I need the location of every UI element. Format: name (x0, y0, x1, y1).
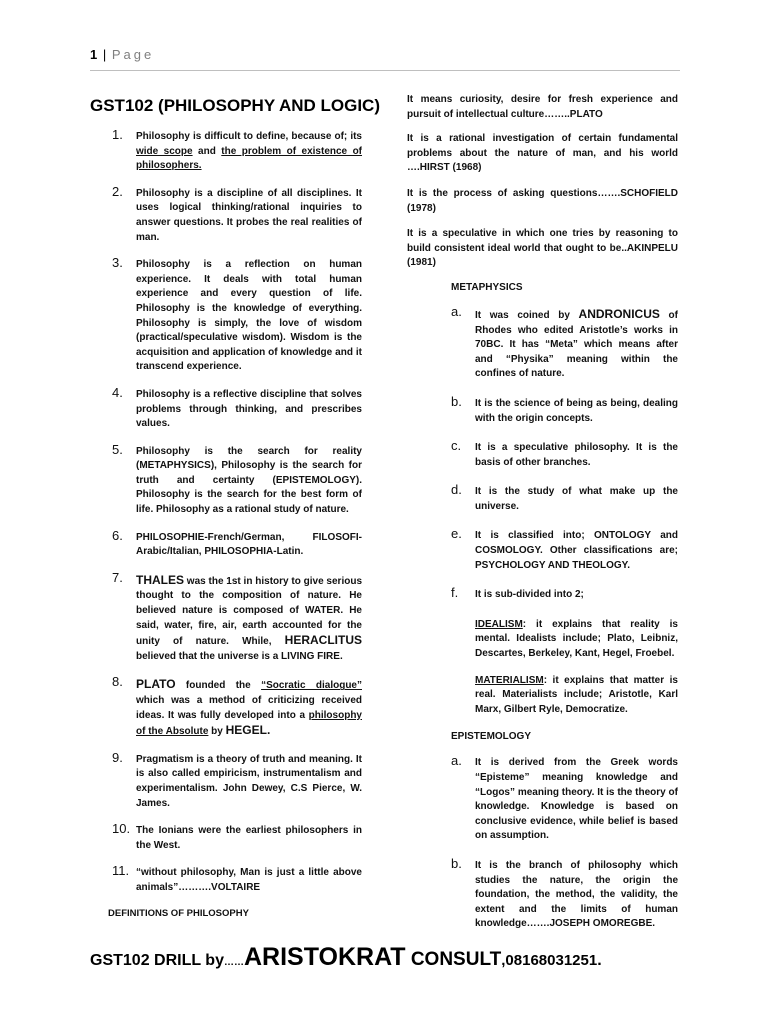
item-text: Philosophy is a reflection on human experience. It deals with total human experience and every question of life. Philosophy is the knowledge of everything. Philosophy is simply, the love of wisdom (practical/speculative wisdom). Wisdom is the acquisition and application of knowledge and it transcend experience. (136, 259, 362, 373)
definition-paragraph: It is the process of asking questions…….SCHOFIELD (1978) (407, 187, 678, 214)
item-number: 1. (112, 127, 123, 142)
list-item (100, 749, 362, 811)
item-number: 3. (112, 255, 123, 271)
epistemology-heading: EPISTEMOLOGY (451, 731, 532, 743)
item-letter: a. (451, 303, 462, 319)
item-letter: a. (451, 753, 462, 769)
definition-paragraph: It is a rational investigation of certain fundamental problems about the nature of man, and his world ….HIRST (1968) (407, 133, 678, 174)
list-item (100, 863, 362, 895)
page-header (90, 47, 154, 62)
item-text: Pragmatism is a theory of truth and meaning. It is also called empiricism, instrumentalism and experimentalism. John Dewey, C.S Pierce, W. James. (136, 753, 362, 809)
item-number: 8. (112, 674, 123, 690)
footer-phone: ,08168031251 (501, 952, 598, 969)
item-letter: c. (451, 438, 462, 454)
list-item (100, 255, 362, 375)
item-text: THALES was the 1st in history to give serious thought to the composition of nature. He believed nature is composed of WATER. He said, water, fire, air, earth accounted for the unity of nature. While, HERACLITUS believed that the universe is a LIVING FIRE. (136, 572, 362, 662)
left-column (100, 127, 363, 909)
footer-period: . (597, 952, 602, 969)
subdivision-paragraph: MATERIALISM: it explains that matter is real. Materialists include; Aristotle, Karl Marx, Gilbert Ryle, Democratize. (475, 674, 678, 715)
item-number: 6. (112, 527, 123, 543)
item-text: Philosophy is difficult to define, because of; its wide scope and the problem of existence of philosophers. (136, 131, 363, 172)
list-item (100, 674, 362, 739)
item-text: Philosophy is a reflective discipline that solves problems through thinking, and prescribes values. (136, 388, 362, 430)
item-text: Philosophy is the search for reality (METAPHYSICS), Philosophy is the search for truth and certainty (EPISTEMOLOGY). Philosophy is the search for the best form of life. Philosophy as a rational study of nature. (136, 445, 362, 516)
metaphysics-heading: METAPHYSICS (451, 281, 523, 293)
item-text: Philosophy is a discipline of all disciplines. It uses logical thinking/rational inquiries to answer questions. It probes the real realities of man. (136, 187, 362, 243)
subdivision-paragraph: IDEALISM: it explains that reality is mental. Idealists include; Plato, Leibniz, Descartes, Berkeley, Kant, Hegel, Froebel. (475, 618, 678, 660)
item-text: It is the branch of philosophy which studies the nature, the origin the foundation, the method, the validity, the extent and the limits of human knowledge…….JOSEPH OMOREGBE. (475, 859, 678, 930)
list-item (407, 585, 678, 603)
page-label: Page (111, 47, 155, 62)
item-number: 10. (112, 821, 131, 837)
item-text: It is the science of being as being, dealing with the origin concepts. (475, 397, 678, 424)
list-item (100, 384, 362, 432)
list-item (407, 438, 678, 470)
list-item (407, 393, 678, 426)
footer-drill-text: GST102 DRILL by (90, 952, 224, 969)
footer-brand: ARISTOKRAT (243, 943, 406, 971)
item-text: It is the study of what make up the universe. (475, 486, 678, 512)
list-item (407, 482, 678, 514)
list-item (407, 753, 678, 844)
item-text: PLATO founded the “Socratic dialogue” which was a method of criticizing received ideas. It was fully developed into a philosophy of the Absolute by HEGEL. (136, 677, 362, 738)
list-item (407, 855, 678, 932)
list-item (100, 569, 362, 665)
page-separator: | (102, 47, 107, 62)
item-text: “without philosophy, Man is just a little above animals”……….VOLTAIRE (136, 867, 362, 893)
definitions-list (407, 93, 678, 271)
list-item (100, 527, 362, 560)
item-letter: d. (451, 482, 462, 498)
metaphysics-list (407, 303, 678, 603)
item-text: It is sub-divided into 2; (475, 589, 584, 601)
metaphysics-subdivisions (407, 618, 678, 718)
right-column (407, 93, 678, 947)
list-item (407, 303, 678, 382)
footer (90, 943, 602, 972)
item-text: It is derived from the Greek words “Episteme” meaning knowledge and “Logos” meaning theory. It is the theory of knowledge. Knowledge is based on conclusive evidence, while belief is based on assumption. (475, 757, 678, 842)
definition-paragraph: It means curiosity, desire for fresh experience and pursuit of intellectual culture……..PLATO (407, 94, 678, 120)
item-letter: f. (451, 585, 459, 601)
item-number: 11. (112, 863, 130, 879)
footer-dots: …… (223, 957, 244, 968)
item-letter: b. (451, 855, 462, 871)
header-rule (90, 70, 680, 71)
item-text: It was coined by ANDRONICUS of Rhodes who edited Aristotle’s works in 70BC. It has “Meta” which means after and “Physika” meaning within the confines of nature. (475, 306, 678, 380)
item-text: It is a speculative philosophy. It is the basis of other branches. (475, 442, 678, 468)
list-item (100, 127, 363, 174)
page-number: 1 (90, 47, 98, 62)
item-number: 7. (112, 569, 123, 585)
epistemology-list (407, 753, 678, 932)
list-item (100, 183, 362, 245)
item-text: PHILOSOPHIE-French/German, FILOSOFI-Arabic/Italian, PHILOSOPHIA-Latin. (136, 531, 362, 558)
list-item (100, 821, 362, 853)
definition-paragraph: It is a speculative in which one tries by reasoning to build consistent ideal world that ought to be..AKINPELU (1981) (407, 228, 678, 269)
item-number: 5. (112, 441, 123, 457)
footer-consult: CONSULT (405, 949, 502, 970)
list-item (407, 526, 678, 573)
item-number: 9. (112, 749, 123, 765)
item-number: 2. (112, 183, 123, 199)
item-letter: b. (451, 393, 462, 409)
item-letter: e. (451, 526, 462, 542)
item-text: The Ionians were the earliest philosophers in the West. (136, 825, 362, 851)
item-number: 4. (112, 384, 123, 400)
document-title: GST102 (PHILOSOPHY AND LOGIC) (90, 96, 380, 115)
item-text: It is classified into; ONTOLOGY and COSMOLOGY. Other classifications are; PSYCHOLOGY AND THEOLOGY. (475, 530, 678, 571)
definitions-heading: DEFINITIONS OF PHILOSOPHY (108, 908, 249, 919)
list-item (100, 441, 362, 518)
